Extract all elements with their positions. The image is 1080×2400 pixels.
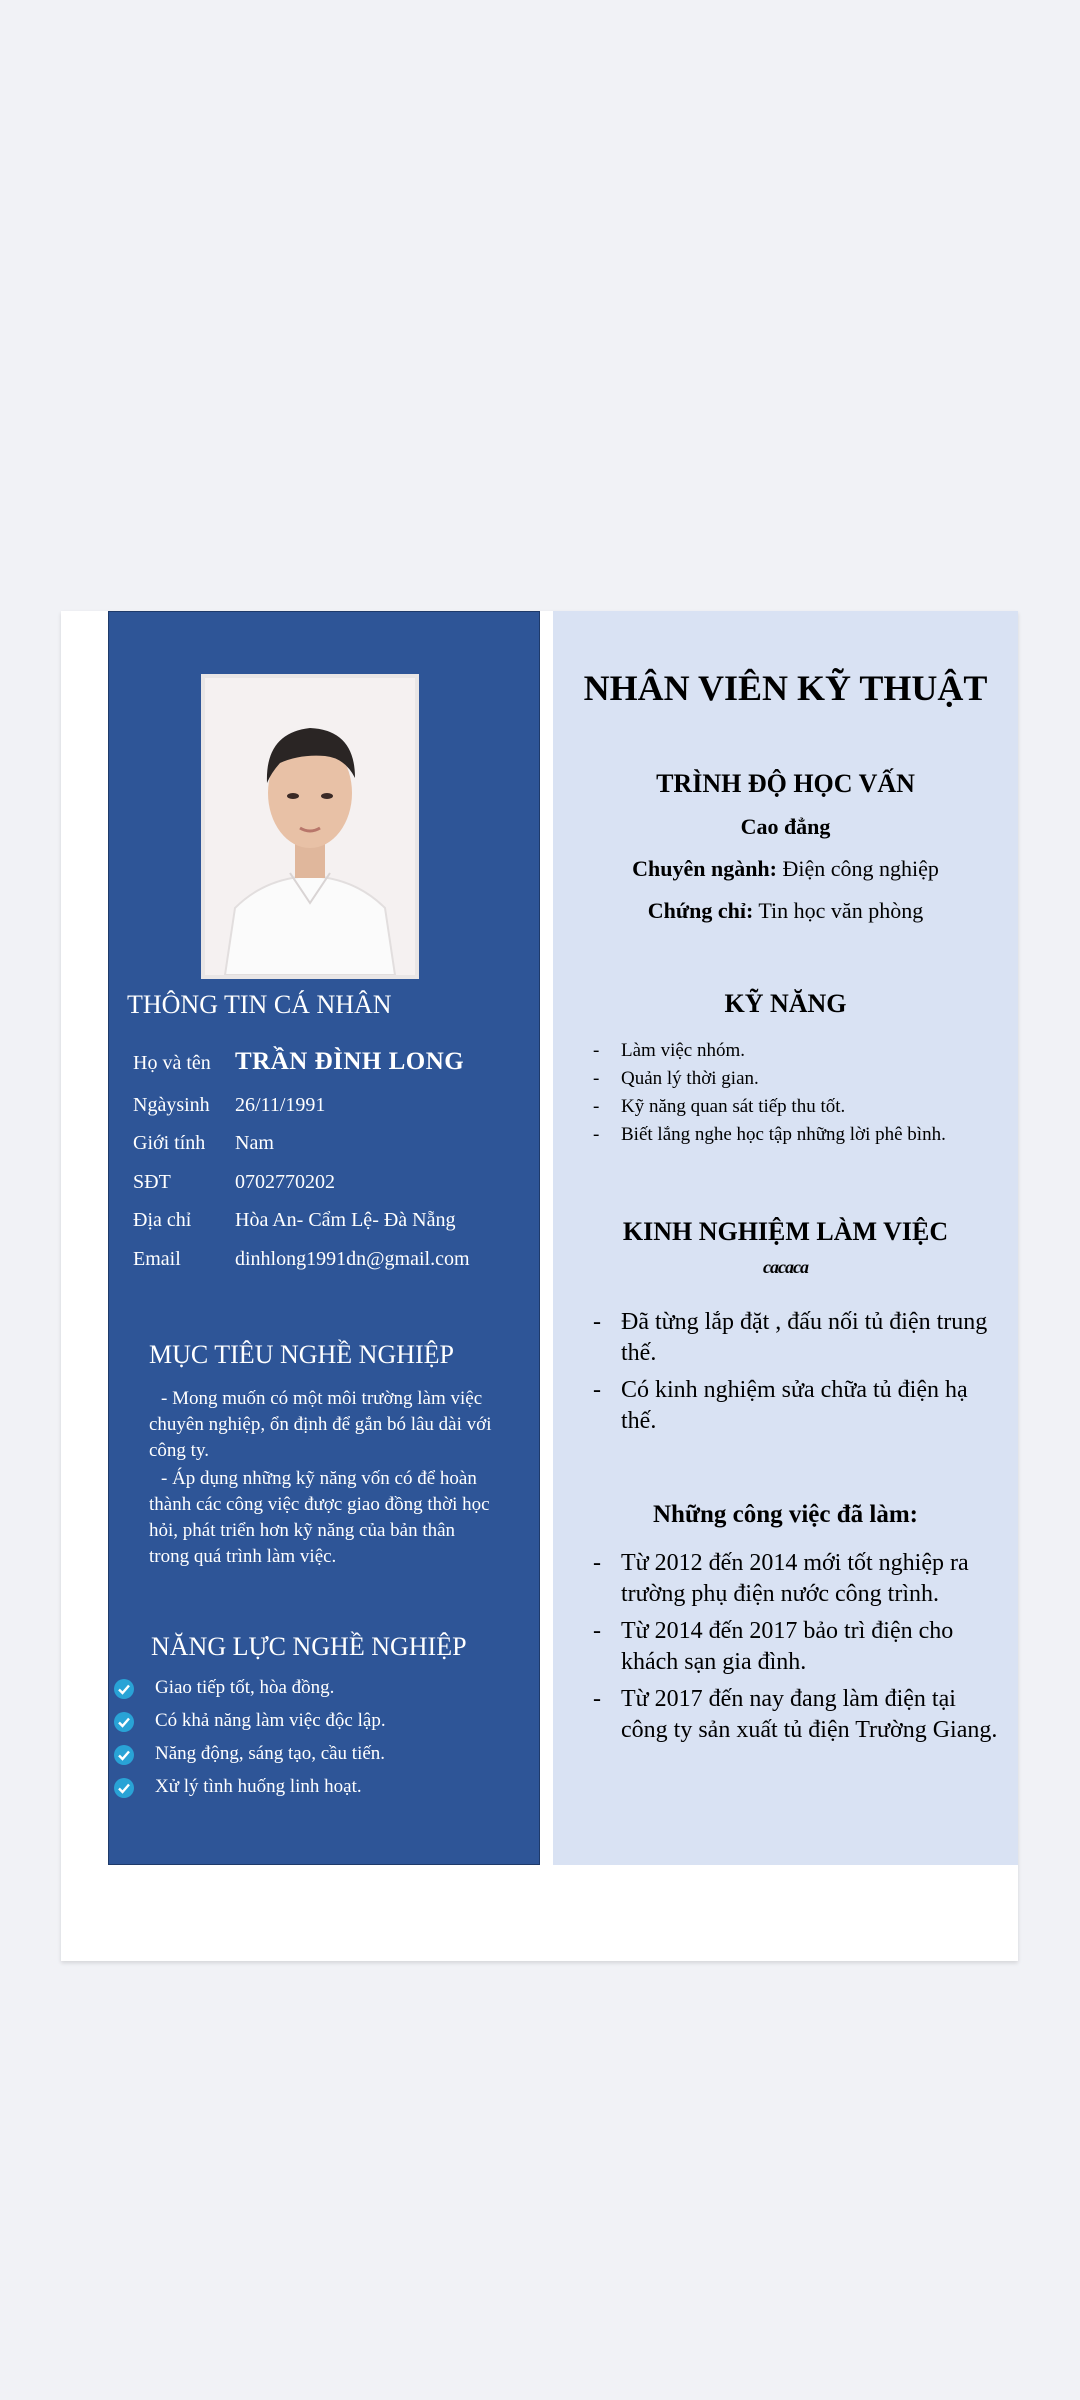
check-circle-icon — [113, 1678, 135, 1700]
ability-title: NĂNG LỰC NGHỀ NGHIỆP — [151, 1632, 467, 1661]
list-item: - Từ 2014 đến 2017 bảo trì điện cho khách sạn gia đình. — [591, 1616, 1001, 1678]
objective-paragraph: - Áp dụng những kỹ năng vốn có để hoàn thành các công việc được giao đồng thời học hỏi, phát triển hơn kỹ năng của bản thân trong quá trình làm việc. — [149, 1468, 490, 1567]
info-value-address: Hòa An- Cẩm Lệ- Đà Nẵng — [235, 1209, 456, 1231]
cert-label: Chứng chỉ: — [647, 898, 754, 923]
ornament-divider: cacaca — [763, 1257, 808, 1277]
list-item: - Có kinh nghiệm sửa chữa tủ điện hạ thế. — [591, 1375, 1001, 1437]
list-item — [111, 1709, 531, 1742]
ability-text: Có khả năng làm việc độc lập. — [155, 1710, 386, 1731]
left-column — [108, 611, 540, 1865]
list-item — [111, 1775, 531, 1808]
list-item: - Biết lắng nghe học tập những lời phê bình. — [591, 1121, 1011, 1149]
jobs-list — [591, 1548, 1001, 1752]
info-label-birthday: Ngàysinh — [133, 1094, 210, 1116]
personal-info-title: THÔNG TIN CÁ NHÂN — [127, 990, 392, 1019]
right-column — [553, 611, 1018, 1865]
cert-value: Tin học văn phòng — [758, 898, 924, 923]
list-item: - Quản lý thời gian. — [591, 1065, 1011, 1093]
experience-title: KINH NGHIỆM LÀM VIỆC — [622, 1217, 949, 1246]
info-label-gender: Giới tính — [133, 1132, 206, 1154]
ability-text: Xử lý tình huống linh hoạt. — [155, 1776, 362, 1797]
list-item: - Từ 2017 đến nay đang làm điện tại công ty sản xuất tủ điện Trường Giang. — [591, 1684, 1001, 1746]
skills-title: KỸ NĂNG — [724, 989, 847, 1018]
info-label-address: Địa chỉ — [133, 1209, 192, 1231]
profile-photo — [201, 674, 419, 979]
experience-list — [591, 1307, 1001, 1443]
major-label: Chuyên ngành: — [632, 856, 777, 881]
info-value-email: dinhlong1991dn@gmail.com — [235, 1248, 470, 1270]
list-item — [111, 1676, 531, 1709]
list-item: - Đã từng lắp đặt , đấu nối tủ điện trung thế. — [591, 1307, 1001, 1369]
list-item — [111, 1742, 531, 1775]
objective-text — [149, 1386, 499, 1570]
list-item: - Kỹ năng quan sát tiếp thu tốt. — [591, 1093, 1011, 1121]
info-value-gender: Nam — [235, 1132, 274, 1154]
education-level: Cao đẳng — [740, 814, 831, 839]
jobs-title: Những công việc đã làm: — [652, 1501, 918, 1528]
education-cert — [553, 898, 1018, 924]
ability-text: Năng động, sáng tạo, cầu tiến. — [155, 1743, 386, 1764]
person-portrait-icon — [205, 678, 415, 975]
objective-title: MỤC TIÊU NGHỀ NGHIỆP — [149, 1340, 455, 1369]
education-major — [553, 856, 1018, 882]
education-title: TRÌNH ĐỘ HỌC VẤN — [656, 769, 915, 798]
cv-page — [61, 611, 1018, 1961]
ability-list — [111, 1676, 531, 1808]
info-label-name: Họ và tên — [133, 1052, 211, 1074]
info-value-name: TRẦN ĐÌNH LONG — [235, 1048, 465, 1075]
info-label-email: Email — [133, 1248, 181, 1270]
info-value-birthday: 26/11/1991 — [235, 1094, 326, 1116]
check-circle-icon — [113, 1711, 135, 1733]
objective-paragraph: - Mong muốn có một môi trường làm việc chuyên nghiệp, ổn định để gắn bó lâu dài với công ty. — [149, 1388, 492, 1461]
major-value: Điện công nghiệp — [782, 856, 939, 881]
info-value-phone: 0702770202 — [235, 1171, 335, 1193]
skills-list — [591, 1037, 1011, 1149]
job-title: NHÂN VIÊN KỸ THUẬT — [583, 668, 988, 708]
list-item: - Từ 2012 đến 2014 mới tốt nghiệp ra trường phụ điện nước công trình. — [591, 1548, 1001, 1610]
list-item: - Làm việc nhóm. — [591, 1037, 1011, 1065]
info-label-phone: SĐT — [133, 1171, 171, 1193]
check-circle-icon — [113, 1744, 135, 1766]
check-circle-icon — [113, 1777, 135, 1799]
ability-text: Giao tiếp tốt, hòa đồng. — [155, 1677, 335, 1698]
